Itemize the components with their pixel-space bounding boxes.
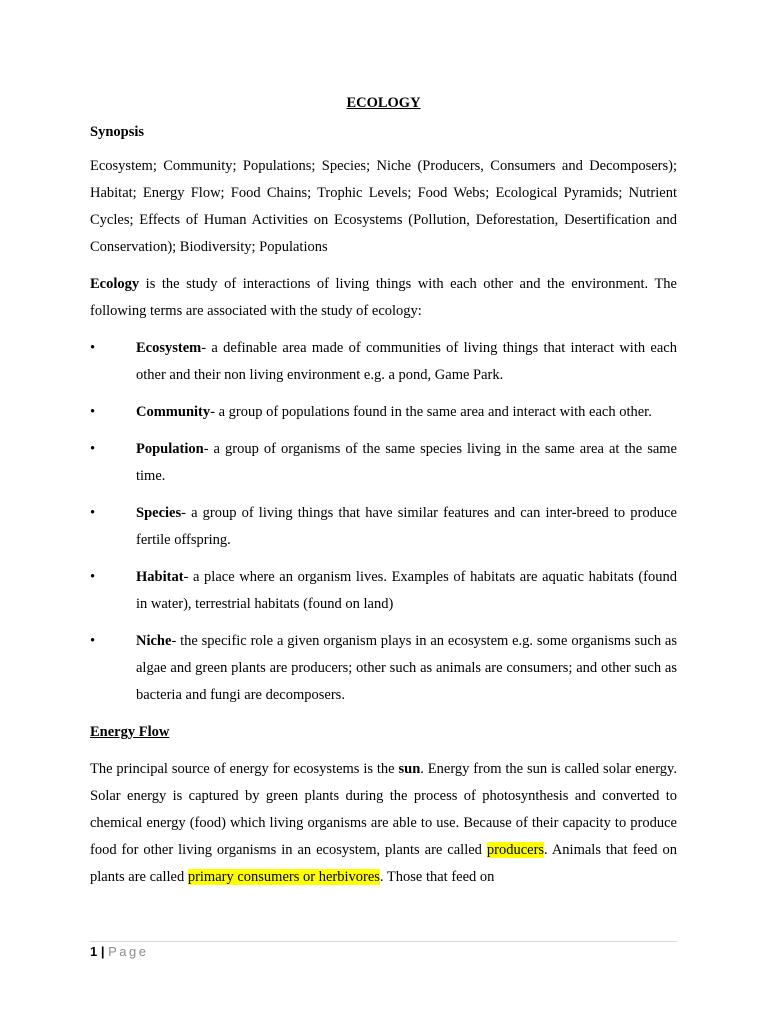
synopsis-text: Ecosystem; Community; Populations; Species; Niche (Producers, Consumers and Decomposers); Habitat; Energy Flow; Food Chains; Trophic Levels; Food Webs; Ecological Pyramids; Nutrient Cycles; Effects of Human Activities on Ecosystems (Pollution, Deforestation, Desertification and Conservation); Biodiversity; Populations [90, 158, 677, 255]
footer-divider [90, 941, 677, 942]
term-definition: - a group of populations found in the same area and interact with each other. [210, 404, 652, 420]
energy-flow-heading: Energy Flow [90, 724, 170, 740]
energy-text-1: The principal source of energy for ecosystems is the [90, 761, 399, 777]
bullet-mark: • [90, 633, 96, 649]
bullet-mark: • [90, 404, 96, 420]
term-name: Population [136, 441, 204, 457]
bullet-mark: • [90, 441, 96, 457]
term-definition: - a group of living things that have similar features and can inter-breed to produce fertile offspring. [136, 505, 677, 548]
term-definition: - a definable area made of communities of living things that interact with each other and their non living environment e.g. a pond, Game Park. [136, 340, 677, 383]
list-item [90, 335, 677, 389]
energy-flow-paragraph [90, 756, 677, 891]
intro-paragraph [90, 271, 677, 325]
page-content [90, 92, 677, 891]
highlight-producers: producers [486, 842, 545, 858]
bullet-mark: • [90, 340, 96, 356]
list-item [90, 628, 677, 709]
term-definition: - a group of organisms of the same species living in the same area at the same time. [136, 441, 677, 484]
document-title: ECOLOGY [346, 95, 421, 111]
sun-term: sun [398, 761, 421, 777]
term-name: Community [136, 404, 211, 420]
energy-text-3: . Animals that feed on plants are called [90, 842, 678, 885]
term-name: Habitat [136, 569, 184, 585]
intro-term: Ecology [90, 276, 140, 292]
list-item [90, 500, 677, 554]
footer-separator: | [97, 944, 109, 959]
bullet-mark: • [90, 569, 96, 585]
energy-text-4: . Those that feed on [379, 869, 495, 885]
highlight-primary-consumers: primary consumers or herbivores [187, 869, 380, 885]
term-definition: - a place where an organism lives. Examples of habitats are aquatic habitats (found in water), terrestrial habitats (found on land) [136, 569, 677, 612]
list-item [90, 564, 677, 618]
list-item [90, 399, 677, 426]
synopsis-heading: Synopsis [90, 124, 145, 140]
list-item [90, 436, 677, 490]
term-name: Ecosystem [136, 340, 202, 356]
intro-text: is the study of interactions of living things with each other and the environment. The following terms are associated with the study of ecology: [90, 276, 677, 319]
term-name: Niche [136, 633, 172, 649]
energy-text-2: . Energy from the sun is called solar energy. Solar energy is captured by green plants during the process of photosynthesis and converted to chemical energy (food) which living organisms are able to use. Because of their capacity to produce food for other living organisms in an ecosystem, plants are called [90, 761, 677, 858]
term-name: Species [136, 505, 182, 521]
term-definition: - the specific role a given organism plays in an ecosystem e.g. some organisms such as algae and green plants are producers; other such as animals are consumers; and other such as bacteria and fungi are decomposers. [136, 633, 677, 703]
page-label: Page [108, 944, 149, 959]
terms-list [90, 335, 677, 709]
bullet-mark: • [90, 505, 96, 521]
page-footer [90, 944, 148, 960]
page-number: 1 [90, 944, 98, 959]
